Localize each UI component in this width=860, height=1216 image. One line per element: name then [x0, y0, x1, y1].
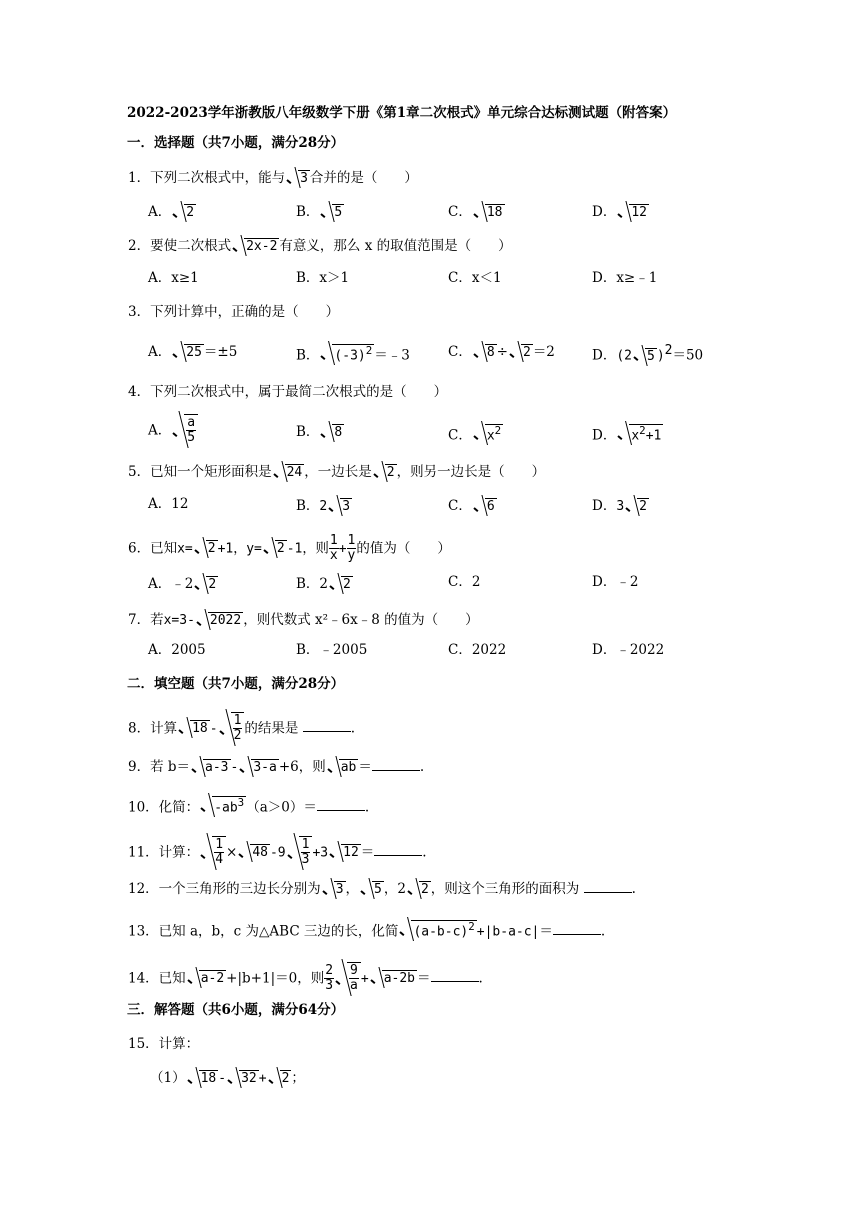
q4-option-a: A． $\frac{a}{5}$ [148, 414, 198, 446]
question-5: 5．已知一个矩形面积是 24 ，一边长是 2 ，则另一边长是（ ） [128, 464, 546, 480]
q2-option-b: B．x＞1 [296, 270, 350, 286]
q5-option-b: B．2 3 [296, 498, 351, 514]
answer-blank [584, 880, 632, 893]
answer-blank [303, 719, 351, 732]
q3-option-d: D．(2 5 )$^2$＝50 [592, 343, 704, 364]
answer-blank [431, 969, 479, 982]
page-title: 2022-2023学年浙教版八年级数学下册《第1章二次根式》单元综合达标测试题（附答案） [127, 105, 677, 121]
q5-option-d: D．3 2 [592, 498, 647, 514]
q3-option-a: A． 25 ＝±5 [148, 344, 238, 360]
section-heading-fill: 二．填空题（共7小题，满分28分） [127, 676, 345, 692]
question-7: 7．若x=3- 2022 ，则代数式 x²﹣6x﹣8 的值为（ ） [128, 612, 479, 628]
question-13: 13．已知 a，b，c 为△ABC 三边的长，化简 $(a-b-c)^2 +|b-a-c|=$ . [128, 920, 606, 940]
question-14: 14．已知 a-2 +|b+1|＝0，则 $\frac{2}{3}$ $\frac{9}{a}$ + a-2b ＝ . [128, 963, 483, 994]
question-11: 11．计算： $\frac{1}{4}$ × 48 -9 $\frac{1}{3}$ +3 12 ＝ . [128, 837, 427, 868]
answer-blank [317, 798, 365, 811]
question-8: 8．计算 18 - $\frac{1}{2}$ 的结果是 . [128, 713, 355, 744]
question-6: 6．已知x= 2 +1，y= 2 -1，则 $\frac{1}{x}$ + $\frac{1}{y}$ 的值为（ ） [128, 533, 451, 564]
section-heading-choice: 一．选择题（共7小题，满分28分） [127, 135, 345, 151]
question-9: 9．若 b＝ a-3 - 3-a +6，则 ab ＝ . [128, 759, 425, 775]
question-15-part-1: （1） 18 - 32 + 2 ； [150, 1070, 305, 1086]
q2-option-c: C．x＜1 [448, 270, 502, 286]
q5-option-c: C． 6 [448, 498, 495, 514]
q7-option-d: D．﹣2022 [592, 642, 665, 658]
q1-option-a: A． 2 [148, 204, 195, 220]
answer-blank [374, 843, 422, 856]
question-12: 12．一个三角形的三边长分别为 3 ， 5 ，2 2 ，则这个三角形的面积为 . [128, 881, 636, 897]
q1-option-c: C． 18 [448, 204, 503, 220]
answer-blank [372, 758, 420, 771]
q6-option-a: A．﹣2 2 [148, 576, 217, 592]
question-15: 15．计算： [128, 1036, 200, 1052]
question-10: 10．化简： $-ab^3$ （a＞0）＝ . [128, 796, 370, 816]
section-heading-solve: 三．解答题（共6小题，满分64分） [127, 1002, 345, 1018]
q2-option-d: D．x≥﹣1 [592, 270, 658, 286]
q1-option-b: B． 5 [296, 204, 343, 220]
q4-option-b: B． 8 [296, 424, 343, 440]
q4-option-c: C． $x^2$ [448, 424, 502, 444]
question-1: 1．下列二次根式中，能与 3 合并的是（ ） [128, 170, 418, 186]
q5-option-a: A．12 [148, 496, 189, 512]
q3-option-c: C． 8 ÷ 2 ＝2 [448, 344, 555, 360]
q4-option-d: D． $x^2+1$ [592, 424, 662, 444]
q7-option-c: C．2022 [448, 642, 507, 658]
q6-option-b: B．2 2 [296, 576, 351, 592]
q2-option-a: A．x≥1 [148, 270, 199, 286]
q6-option-c: C．2 [448, 574, 481, 590]
q3-option-b: B． $(-3)^2$ ＝﹣3 [296, 344, 410, 364]
question-3: 3．下列计算中，正确的是（ ） [128, 304, 340, 320]
q6-option-d: D．﹣2 [592, 574, 639, 590]
q7-option-b: B．﹣2005 [296, 642, 368, 658]
q7-option-a: A．2005 [148, 642, 206, 658]
question-4: 4．下列二次根式中，属于最简二次根式的是（ ） [128, 384, 448, 400]
answer-blank [553, 922, 601, 935]
question-2: 2．要使二次根式 2x-2 有意义，那么 x 的取值范围是（ ） [128, 238, 512, 254]
q1-option-d: D． 12 [592, 204, 647, 220]
